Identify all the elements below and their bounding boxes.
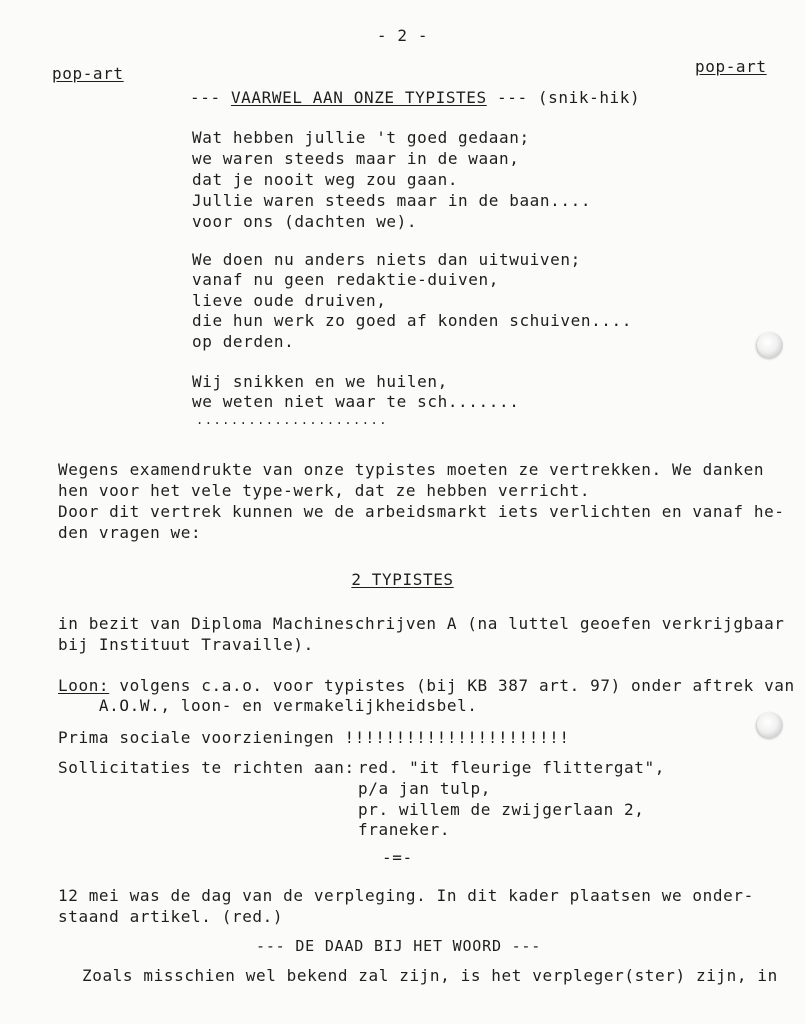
section-separator: -=- — [382, 848, 413, 867]
article-title: --- DE DAAD BIJ HET WOORD --- — [256, 937, 542, 955]
poem-title-suffix: --- (snik-hik) — [497, 88, 641, 107]
poem-title-row — [190, 88, 640, 108]
poem-line: die hun werk zo goed af konden schuiven.... — [192, 311, 633, 330]
notice-paragraph-line: hen voor het vele type-werk, dat ze hebben verricht. — [58, 481, 591, 500]
vacancy-title: 2 TYPISTES — [351, 570, 454, 589]
applications-label: Sollicitaties te richten aan: — [58, 758, 355, 777]
header-tag-right: pop-art — [695, 57, 767, 76]
poem-line: vanaf nu geen redaktie-duiven, — [192, 270, 499, 289]
poem-title-prefix: --- — [190, 88, 221, 107]
poem-line: dat je nooit weg zou gaan. — [192, 170, 459, 189]
poem-line: op derden. — [192, 332, 295, 351]
article-intro-line: 12 mei was de dag van de verpleging. In dit kader plaatsen we onder- — [58, 886, 754, 905]
requirements-line: in bezit van Diploma Machineschrijven A (na luttel geoefen verkrijgbaar — [58, 614, 785, 633]
notice-paragraph-line: den vragen we: — [58, 523, 202, 542]
page-number: - 2 - — [376, 26, 429, 45]
article-intro-line: staand artikel. (red.) — [58, 907, 284, 926]
address-line: p/a jan tulp, — [358, 779, 492, 798]
header-tag-left: pop-art — [52, 64, 124, 83]
article-first-line: Zoals misschien wel bekend zal zijn, is het verpleger(ster) zijn, in — [82, 966, 778, 985]
notice-paragraph-line: Door dit vertrek kunnen we de arbeidsmarkt iets verlichten en vanaf he- — [58, 502, 785, 521]
salary-row — [58, 676, 795, 696]
address-line: franeker. — [358, 820, 451, 839]
poem-line: lieve oude druiven, — [192, 291, 387, 310]
poem-line: Wat hebben jullie 't goed gedaan; — [192, 128, 530, 147]
poem-dotted-line: ...................... — [196, 413, 388, 427]
salary-label: Loon: — [58, 676, 110, 695]
salary-text-cont: A.O.W., loon- en vermakelijkheidsbel. — [58, 696, 478, 715]
salary-text: volgens c.a.o. voor typistes (bij KB 387 art. 97) onder aftrek van — [109, 676, 795, 695]
notice-paragraph-line: Wegens examendrukte van onze typistes moeten ze vertrekken. We danken — [58, 460, 765, 479]
poem-line: We doen nu anders niets dan uitwuiven; — [192, 250, 581, 269]
punch-hole — [757, 332, 783, 358]
poem-line: Wij snikken en we huilen, — [192, 372, 448, 391]
address-line: red. "it fleurige flittergat", — [358, 758, 665, 777]
poem-line: Jullie waren steeds maar in de baan.... — [192, 191, 592, 210]
poem-line: we waren steeds maar in de waan, — [192, 149, 520, 168]
address-line: pr. willem de zwijgerlaan 2, — [358, 800, 645, 819]
poem-title: VAARWEL AAN ONZE TYPISTES — [230, 88, 487, 107]
benefits-line: Prima sociale voorzieningen !!!!!!!!!!!!!!!!!!!!!! — [58, 728, 570, 747]
poem-line: we weten niet waar te sch....... — [192, 392, 520, 411]
poem-line: voor ons (dachten we). — [192, 212, 418, 231]
requirements-line: bij Instituut Travaille). — [58, 635, 314, 654]
punch-hole — [757, 712, 783, 738]
